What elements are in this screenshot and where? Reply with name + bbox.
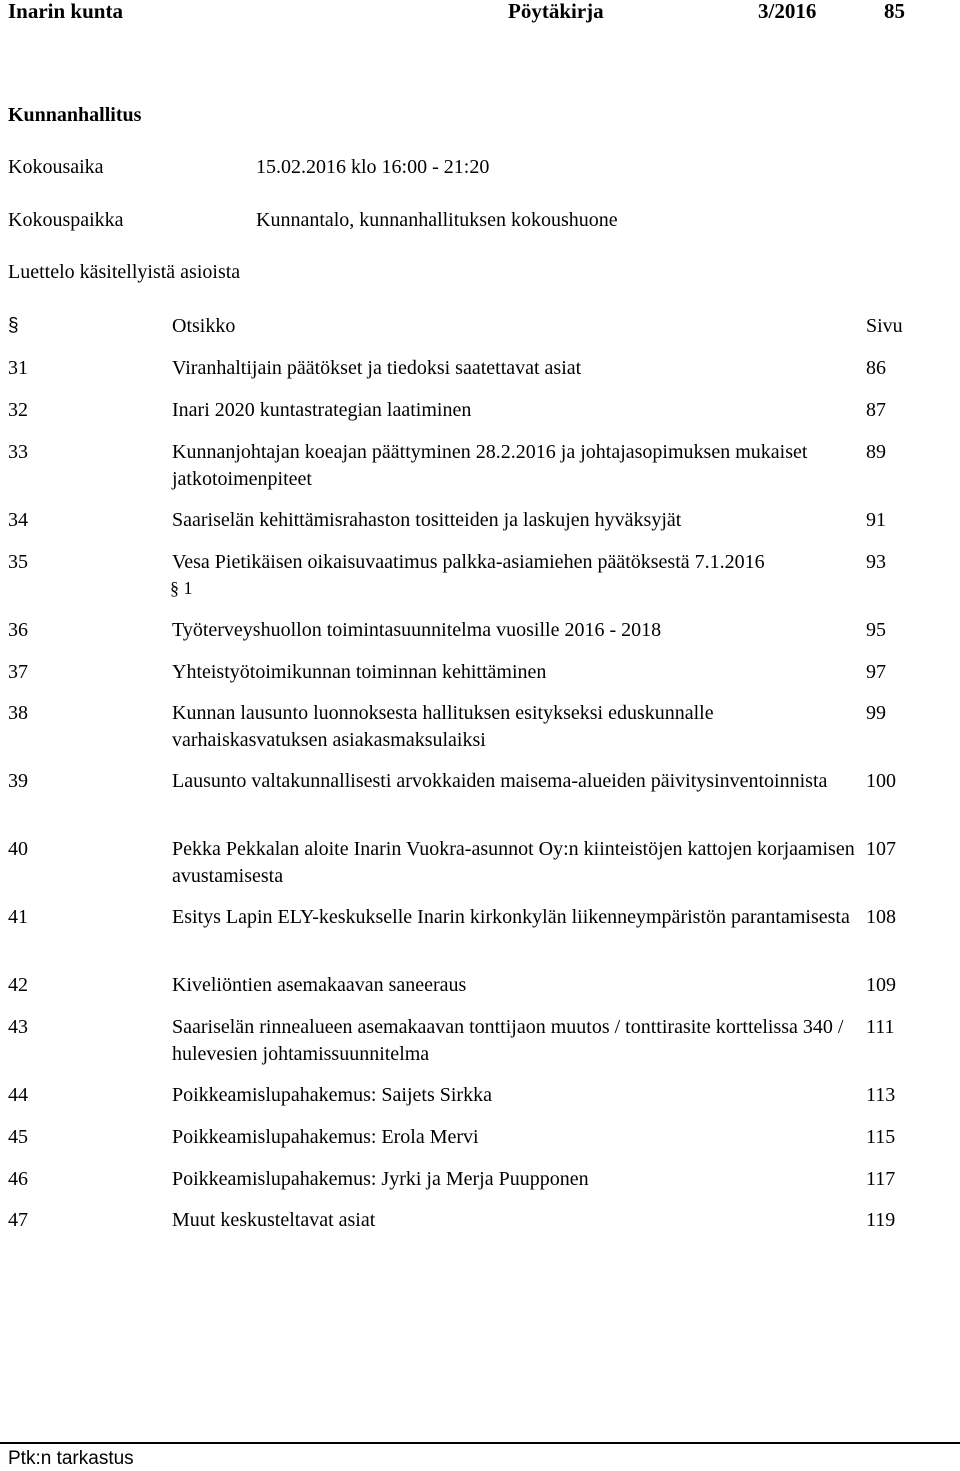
page-number: 85 [884,0,905,23]
item-title: Lausunto valtakunnallisesti arvokkaiden maisema-alueiden päivitysinventoinnista [172,770,828,792]
item-title: Inari 2020 kuntastrategian laatiminen [172,399,472,421]
item-number: 35 [8,551,28,573]
item-title: Työterveyshuollon toimintasuunnitelma vuosille 2016 - 2018 [172,619,662,641]
review-footer: Ptk:n tarkastus [8,1448,134,1469]
item-number: 46 [8,1168,28,1190]
item-title: Muut keskusteltavat asiat [172,1209,376,1231]
list-title: Luettelo käsitellyistä asioista [8,261,241,283]
footer-divider [0,1442,960,1444]
item-number: 47 [8,1209,28,1231]
agenda-item [0,836,960,896]
item-page: 86 [866,357,886,379]
item-number: 31 [8,357,28,379]
item-page: 97 [866,661,886,683]
item-page: 91 [866,509,886,531]
item-title: Poikkeamislupahakemus: Jyrki ja Merja Puupponen [172,1168,589,1190]
item-number: 41 [8,906,28,928]
agenda-item [0,549,960,609]
item-page: 107 [866,838,896,860]
item-page: 109 [866,974,896,996]
item-number: 34 [8,509,28,531]
item-page: 113 [866,1084,896,1106]
municipality-name: Inarin kunta [8,0,123,23]
item-title: Kunnan lausunto luonnoksesta hallituksen esitykseksi eduskunnalle varhaiskasvatuksen asiakasmaksulaiksi [172,702,714,751]
item-number: 33 [8,441,28,463]
item-title: Pekka Pekkalan aloite Inarin Vuokra-asunnot Oy:n kiinteistöjen kattojen korjaamisen avustamisesta [172,838,855,887]
meeting-time-label: Kokousaika [8,156,104,178]
item-title: Poikkeamislupahakemus: Erola Mervi [172,1126,479,1148]
meeting-time-value: 15.02.2016 klo 16:00 - 21:20 [256,156,490,178]
agenda-item [0,439,960,499]
agenda-item [0,904,960,964]
item-number: 37 [8,661,28,683]
meeting-place-value: Kunnantalo, kunnanhallituksen kokoushuone [256,209,618,231]
item-number: 42 [8,974,28,996]
item-title: Yhteistyötoimikunnan toiminnan kehittäminen [172,661,547,683]
item-title: Esitys Lapin ELY-keskukselle Inarin kirkonkylän liikenneympäristön parantamisesta [172,906,850,928]
item-page: 115 [866,1126,896,1148]
page-column-header: Sivu [866,315,903,337]
item-title: Saariselän rinnealueen asemakaavan tonttijaon muutos / tonttirasite korttelissa 340 / hulevesien johtamissuunnitelma [172,1016,844,1065]
item-page: 111 [866,1016,895,1038]
agenda-item [0,700,960,760]
item-number: 43 [8,1016,28,1038]
item-number: 39 [8,770,28,792]
item-title: Poikkeamislupahakemus: Saijets Sirkka [172,1084,492,1106]
agenda-item [0,768,960,828]
section-symbol-header: § [8,315,19,336]
item-number: 36 [8,619,28,641]
item-number: 32 [8,399,28,421]
item-page: 100 [866,770,896,792]
organ-title: Kunnanhallitus [8,104,142,126]
item-title: Vesa Pietikäisen oikaisuvaatimus palkka-asiamiehen päätöksestä 7.1.2016 [172,551,765,573]
meeting-place-label: Kokouspaikka [8,209,124,231]
item-page: 89 [866,441,886,463]
agenda-item [0,1207,960,1267]
agenda-item [0,1014,960,1074]
item-title: Kiveliöntien asemakaavan saneeraus [172,974,467,996]
item-page: 117 [866,1168,896,1190]
document-type: Pöytäkirja [508,0,604,23]
item-number: 40 [8,838,28,860]
item-number: 38 [8,702,28,724]
item-number: 45 [8,1126,28,1148]
item-page: 108 [866,906,896,928]
item-section-suffix: § 1 [170,578,193,598]
item-page: 119 [866,1209,896,1231]
title-column-header: Otsikko [172,315,236,337]
item-title: Saariselän kehittämisrahaston tositteiden ja laskujen hyväksyjät [172,509,682,531]
minutes-number: 3/2016 [758,0,817,23]
item-page: 87 [866,399,886,421]
item-title: Viranhaltijain päätökset ja tiedoksi saatettavat asiat [172,357,582,379]
item-number: 44 [8,1084,28,1106]
item-page: 99 [866,702,886,724]
item-page: 95 [866,619,886,641]
item-page: 93 [866,551,886,573]
item-title: Kunnanjohtajan koeajan päättyminen 28.2.2016 ja johtajasopimuksen mukaiset jatkotoimenpiteet [172,441,808,490]
